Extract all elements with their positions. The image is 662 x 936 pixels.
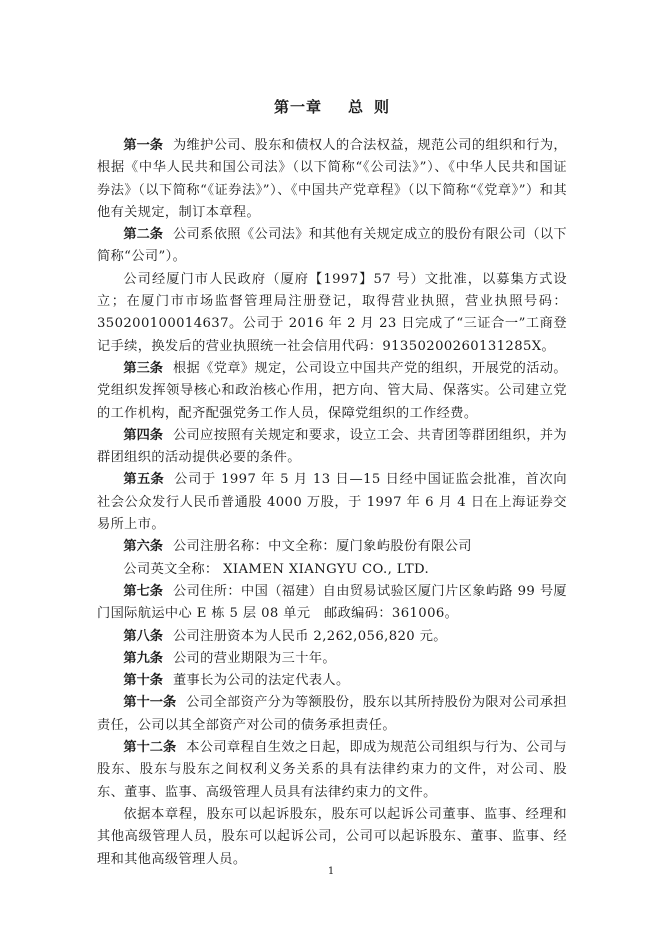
article-number: 第三条: [123, 360, 163, 376]
article-4: [97, 425, 567, 470]
chapter-number: 第一章: [273, 98, 322, 116]
article-7: [97, 581, 567, 626]
article-12-continued: [97, 804, 567, 871]
article-2: [97, 224, 567, 269]
chapter-title-part1: 总: [347, 98, 364, 116]
article-number: 第二条: [123, 227, 163, 243]
article-number: 第六条: [123, 539, 163, 555]
article-6-english-name: [97, 559, 567, 581]
article-text: 根据《党章》规定，公司设立中国共产党的组织，开展党的活动。党组织发挥领导核心和政治核心作用，把方向、管大局、保落实。公司建立党的工作机构，配齐配强党务工作人员，保障党组织的工作经费。: [97, 360, 567, 421]
article-text: 公司系依照《公司法》和其他有关规定成立的股份有限公司（以下简称“公司”）。: [97, 227, 567, 265]
article-text: 公司住所：中国（福建）自由贸易试验区厦门片区象屿路 99 号厦门国际航运中心 E 栋 5 层 08 单元 邮政编码：361006。: [97, 583, 568, 622]
article-1: [97, 135, 567, 224]
article-12: [97, 737, 567, 804]
article-text: 董事长为公司的法定代表人。: [172, 673, 350, 689]
article-number: 第四条: [123, 427, 163, 443]
article-number: 第九条: [123, 650, 163, 666]
article-text: 公司全部资产分为等额股份，股东以其所持股份为限对公司承担责任，公司以其全部资产对公司的债务承担责任。: [97, 695, 568, 733]
article-number: 第八条: [123, 628, 163, 644]
article-10: [97, 670, 567, 692]
article-5: [97, 469, 567, 536]
document-page: [97, 96, 567, 871]
article-text: 公司注册资本为人民币 2,262,056,820 元。: [172, 628, 447, 644]
article-number: 第十条: [123, 673, 163, 689]
article-9: [97, 648, 567, 670]
article-text: 公司注册名称：中文全称：厦门象屿股份有限公司: [172, 539, 472, 555]
chapter-title: [97, 96, 567, 118]
article-number: 第十二条: [123, 740, 177, 756]
article-8: [97, 626, 567, 648]
article-text: 公司应按照有关规定和要求，设立工会、共青团等群团组织，并为群团组织的活动提供必要的条件。: [97, 427, 567, 466]
article-text: 为维护公司、股东和债权人的合法权益，规范公司的组织和行为，根据《中华人民共和国公司法》（以下简称“《公司法》”）、《中华人民共和国证券法》（以下简称“《证券法》”）、《中国共产党章程》（以下简称“《党章》”）和其他有关规定，制订本章程。: [97, 138, 567, 220]
article-number: 第七条: [123, 583, 163, 599]
article-11: [97, 692, 567, 737]
article-text: 本公司章程自生效之日起，即成为规范公司组织与行为、公司与股东、股东与股东之间权利义务关系的具有法律约束力的文件，对公司、股东、董事、监事、高级管理人员具有法律约束力的文件。: [97, 740, 568, 800]
article-text: 公司英文全称： XIAMEN XIANGYU CO., LTD.: [123, 561, 430, 577]
article-2-continued: [97, 269, 567, 358]
article-text: 依据本章程，股东可以起诉股东，股东可以起诉公司董事、监事、经理和其他高级管理人员，股东可以起诉公司，公司可以起诉股东、董事、监事、经理和其他高级管理人员。: [97, 806, 567, 867]
article-6: [97, 536, 567, 558]
article-number: 第一条: [123, 138, 163, 153]
page-number: 1: [327, 866, 335, 877]
article-3: [97, 358, 567, 425]
article-text: 公司于 1997 年 5 月 13 日—15 日经中国证监会批准，首次向社会公众发行人民币普通股 4000 万股，于 1997 年 6 月 4 日在上海证券交易所上市。: [97, 472, 567, 533]
article-number: 第五条: [123, 472, 165, 488]
article-text: 公司的营业期限为三十年。: [172, 650, 337, 666]
article-number: 第十一条: [123, 695, 177, 711]
article-text: 公司经厦门市人民政府（厦府【1997】57 号）文批准，以募集方式设立；在厦门市市场监督管理局注册登记，取得营业执照，营业执照号码：350200100014637。公司于 2016 年 2 月 23 日完成了“三证合一”工商登记手续，换发后的营业执照统一社会信用代码：91350200260131285X。: [97, 271, 567, 354]
chapter-title-part2: 则: [374, 98, 391, 116]
